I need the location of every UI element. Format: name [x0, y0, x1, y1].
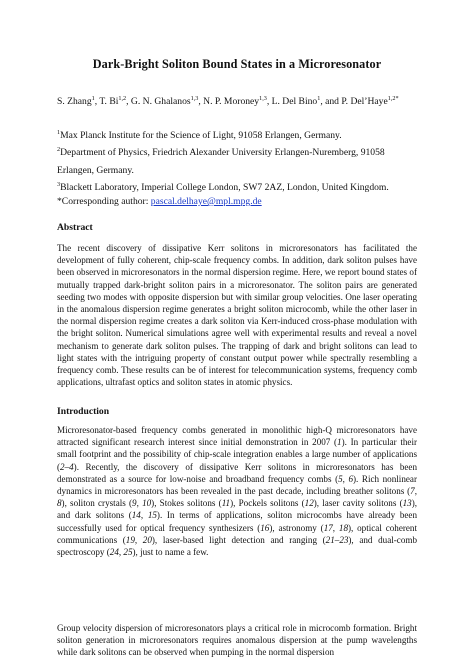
text-run: ). In terms of applications, soliton microcombs have already been successfully used for optical frequency synthesizers (: [57, 510, 417, 533]
author-name: T. Bi: [99, 96, 119, 108]
text-run: ,: [140, 510, 148, 521]
affiliation-2: [57, 141, 392, 180]
author-name: G. N. Ghalanos: [130, 96, 191, 108]
citation-ref: 20: [142, 534, 152, 545]
citation-ref: 2–4: [60, 461, 74, 472]
citation-ref: 18: [338, 522, 348, 533]
text-run: ,: [332, 522, 339, 533]
text-run: ). Rich nonlinear dynamics in microresonators has been revealed in the past decade, including breather solitons (: [57, 473, 417, 497]
citation-ref: 9: [132, 498, 137, 509]
author-separator: , and: [320, 96, 342, 108]
citation-ref: 7: [410, 486, 415, 497]
author-separator: ,: [266, 96, 272, 108]
corresponding-email-link[interactable]: pascal.delhaye@mpl.mpg.de: [150, 196, 262, 207]
citation-ref: 24: [109, 547, 119, 558]
affiliation-sup: 1: [57, 129, 61, 136]
text-run: ), optical coherent communications (: [57, 522, 417, 545]
author-list: [57, 95, 437, 107]
affiliation-sup: 3: [57, 181, 61, 188]
text-run: ,: [118, 547, 124, 558]
text-run: ). In particular their small footprint and the possibility of chip-scale integration enables a large number of applications (: [57, 437, 418, 472]
citation-ref: 15: [147, 510, 157, 521]
author: [99, 96, 131, 107]
author: [131, 96, 203, 107]
author-affil-sup: 1,3: [259, 95, 267, 102]
text-run: Microresonator-based frequency combs generated in monolithic high-Q microresonators have attracted significant research interest since initial demonstration in 2007 (: [57, 425, 417, 448]
author-separator: ,: [198, 96, 204, 108]
text-run: ), laser-based light detection and ranging (: [151, 534, 326, 545]
citation-ref: 5: [338, 473, 343, 484]
text-run: ,: [342, 473, 349, 484]
author: [203, 96, 272, 107]
text-run: ), Pockels solitons (: [230, 498, 305, 509]
corresponding-author: [57, 193, 427, 211]
citation-ref: 12: [304, 498, 314, 509]
author-name: P. Del’Haye: [341, 96, 388, 108]
citation-ref: 13: [402, 498, 412, 509]
author-name: L. Del Bino: [271, 96, 318, 108]
author: [341, 96, 398, 107]
citation-ref: 8: [57, 498, 62, 509]
citation-ref: 11: [221, 498, 231, 509]
author: [57, 96, 99, 107]
text-run: ), Stokes solitons (: [151, 498, 222, 509]
author-affil-sup: 1,2: [118, 95, 127, 102]
text-run: ), and dual-comb spectroscopy (: [57, 534, 417, 558]
text-run: ). Recently, the discovery of dissipative Kerr solitons in microresonators has been demonstrated as a source for low-noise and broadband frequency combs (: [57, 461, 417, 484]
text-run: ), just to name a few.: [132, 547, 209, 558]
text-run: ), soliton crystals (: [61, 498, 133, 509]
author-separator: ,: [126, 96, 131, 108]
citation-ref: 16: [260, 522, 270, 533]
affiliation-text: Department of Physics, Friedrich Alexander University Erlangen-Nuremberg, 91058 Erlangen, Germany.: [57, 147, 385, 177]
text-run: ), laser cavity solitons (: [313, 498, 403, 509]
citation-ref: 6: [348, 473, 354, 484]
text-run: ,: [414, 486, 417, 497]
text-run: ), astronomy (: [269, 522, 324, 533]
author: [272, 96, 342, 107]
author-affil-sup: 1,2*: [387, 95, 399, 102]
citation-ref: 1: [337, 437, 342, 448]
abstract-text: The recent discovery of dissipative Kerr solitons in microresonators has facilitated the development of fully coherent, chip-scale frequency combs. In addition, dark soliton pulses have been observed in microresonators in the normal dispersion regime. Here, we report bound states of mutually trapped dark-bright soliton pairs in a microresonator. The soliton pairs are generated seeding two modes with opposite dispersion but with similar group velocities. One laser operating in the anomalous dispersion regime generates a bright soliton microcomb, while the other laser in the normal dispersion regime creates a dark soliton via Kerr-induced cross-phase modulation with the bright soliton. Numerical simulations agree well with experimental results and reveal a novel mechanism to generate dark soliton pulses. The trapping of dark and bright solitons can lead to light states with the intriguing property of constant output power while spectrally resembling a frequency comb. These results can be of interest for telecommunication systems, frequency comb applications, ultrafast optics and soliton states in atomic physics.: [57, 243, 417, 388]
citation-ref: 21–23: [325, 534, 349, 545]
author-affil-sup: 1: [91, 95, 95, 102]
affiliation-text: Blackett Laboratory, Imperial College London, SW7 2AZ, London, United Kingdom.: [60, 182, 389, 194]
introduction-paragraph-2: Group velocity dispersion of microresonators plays a critical role in microcomb formation. Bright soliton generation in microresonators requires anomalous dispersion at the pump wavelengths while dark solitons can be observed when pumping in the normal dispersion: [57, 623, 417, 658]
text-run: ), and dark solitons (: [57, 498, 418, 521]
text-run: ,: [136, 498, 143, 509]
citation-ref: 14: [131, 510, 141, 521]
paper-title: Dark-Bright Soliton Bound States in a Microresonator: [92, 57, 382, 71]
text-run: ,: [134, 534, 143, 545]
citation-ref: 19: [125, 534, 135, 545]
corresponding-label: *Corresponding author:: [57, 196, 151, 207]
affiliation-sup: 2: [57, 146, 61, 153]
citation-ref: 25: [123, 547, 133, 558]
introduction-paragraph-1: [57, 424, 417, 558]
author-separator: ,: [94, 96, 100, 108]
author-name: N. P. Moroney: [203, 96, 260, 108]
citation-ref: 10: [142, 498, 152, 509]
author-name: S. Zhang: [57, 96, 92, 108]
author-affil-sup: 1,3: [190, 95, 199, 102]
affiliation-text: Max Planck Institute for the Science of Light, 91058 Erlangen, Germany.: [60, 130, 342, 142]
abstract-heading: Abstract: [57, 222, 93, 233]
citation-ref: 17: [323, 522, 333, 533]
introduction-heading: Introduction: [57, 406, 110, 417]
author-affil-sup: 1: [317, 95, 321, 102]
